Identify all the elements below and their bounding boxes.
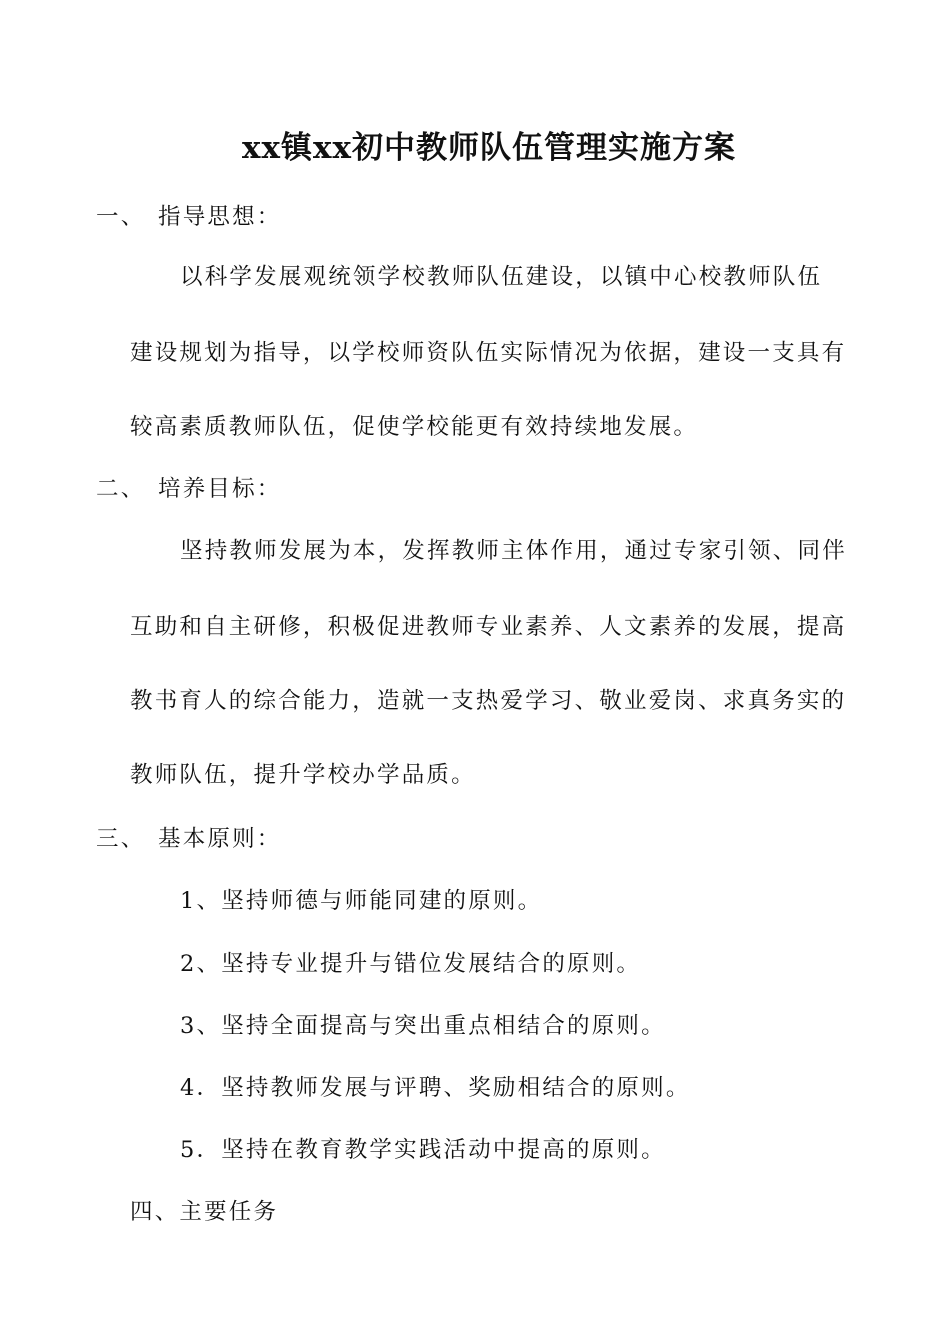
paragraph-line: 以科学发展观统领学校教师队伍建设，以镇中心校教师队伍 [180, 264, 823, 290]
section-title: 指导思想： [158, 204, 282, 230]
document-title: xx镇xx初中教师队伍管理实施方案 [242, 130, 736, 166]
principle-item: 4．坚持教师发展与评聘、奖励相结合的原则。 [180, 1075, 691, 1101]
section-number: 二、 [96, 476, 146, 502]
principle-item: 3、坚持全面提高与突出重点相结合的原则。 [180, 1013, 666, 1039]
section-heading: 四、主要任务 [130, 1199, 279, 1225]
paragraph-line: 建设规划为指导，以学校师资队伍实际情况为依据，建设一支具有 [130, 340, 847, 366]
paragraph-line: 教书育人的综合能力，造就一支热爱学习、敬业爱岗、求真务实的 [130, 688, 847, 714]
principle-item: 2、坚持专业提升与错位发展结合的原则。 [180, 951, 642, 977]
section-heading [96, 202, 282, 232]
principle-item: 5．坚持在教育教学实践活动中提高的原则。 [180, 1137, 666, 1163]
section-heading [96, 474, 282, 504]
section-number: 一、 [96, 204, 146, 230]
section-heading [96, 824, 282, 854]
paragraph-line: 较高素质教师队伍，促使学校能更有效持续地发展。 [130, 414, 699, 440]
paragraph-line: 互助和自主研修，积极促进教师专业素养、人文素养的发展，提高 [130, 614, 847, 640]
paragraph-line: 教师队伍，提升学校办学品质。 [130, 762, 476, 788]
section-number: 三、 [96, 826, 146, 852]
section-title: 基本原则： [158, 826, 282, 852]
paragraph-line: 坚持教师发展为本，发挥教师主体作用，通过专家引领、同伴 [180, 538, 847, 564]
principle-item: 1、坚持师德与师能同建的原则。 [180, 888, 543, 914]
section-title: 培养目标： [158, 476, 282, 502]
